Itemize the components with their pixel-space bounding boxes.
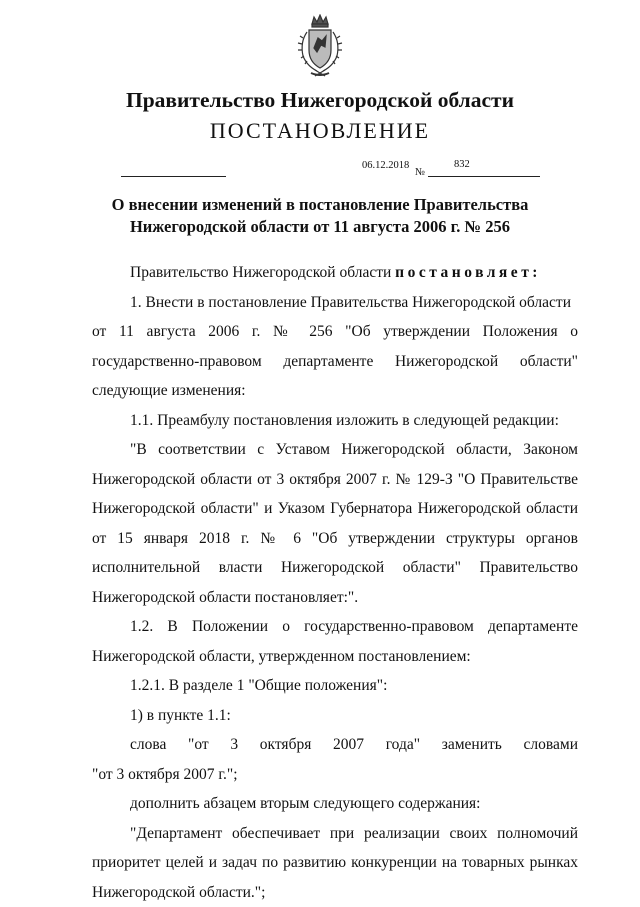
document-type: ПОСТАНОВЛЕНИЕ [0,118,640,144]
paragraph-line: "В соответствии с Уставом Нижегородской области, Законом [92,435,578,465]
heading-line: Нижегородской области от 11 августа 2006 г. № 256 [60,216,580,238]
paragraph-line: Нижегородской области постановляет:". [92,583,578,613]
paragraph-line: 1.2.1. В разделе 1 "Общие положения": [92,671,578,701]
paragraph-line: 1) в пункте 1.1: [92,701,578,731]
paragraph-line: приоритет целей и задач по развитию конкуренции на товарных рынках [92,848,578,878]
document-number: 832 [454,159,470,170]
paragraph-line: 1.2. В Положении о государственно-правовом департаменте [92,612,578,642]
paragraph-line: Нижегородской области от 3 октября 2007 г. № 129-З "О Правительстве [92,465,578,495]
paragraph-line: дополнить абзацем вторым следующего содержания: [92,789,578,819]
paragraph-line: 1.1. Преамбулу постановления изложить в следующей редакции: [92,406,578,436]
preamble-decree-word: постановляет: [395,264,541,281]
paragraph-line: государственно-правовом департаменте Нижегородской области" [92,347,578,377]
paragraph-line: слова "от 3 октября 2007 года" заменить словами [92,730,578,760]
paragraph-line: Нижегородской области."; [92,878,578,907]
coat-of-arms-icon [297,14,343,78]
number-line [428,176,540,177]
paragraph-line: 1. Внести в постановление Правительства Нижегородской области [92,288,578,318]
paragraph-line: от 15 января 2018 г. № 6 "Об утверждении структуры органов [92,524,578,554]
preamble [92,258,578,288]
left-blank-line [121,176,226,177]
heading-line: О внесении изменений в постановление Правительства [60,194,580,216]
paragraph-line: Нижегородской области" и Указом Губернатора Нижегородской области [92,494,578,524]
preamble-text: Правительство Нижегородской области [130,264,395,281]
paragraph-line: Нижегородской области, утвержденном постановлением: [92,642,578,672]
number-label: № [415,167,425,178]
paragraph-line: от 11 августа 2006 г. № 256 "Об утверждении Положения о [92,317,578,347]
document-heading [60,194,580,238]
document-body [92,258,578,907]
paragraph-line: исполнительной власти Нижегородской области" Правительство [92,553,578,583]
paragraph-line: "от 3 октября 2007 г."; [92,760,578,790]
paragraph-line: "Департамент обеспечивает при реализации своих полномочий [92,819,578,849]
government-title: Правительство Нижегородской области [0,88,640,113]
paragraph-line: следующие изменения: [92,376,578,406]
document-date: 06.12.2018 [362,160,409,171]
